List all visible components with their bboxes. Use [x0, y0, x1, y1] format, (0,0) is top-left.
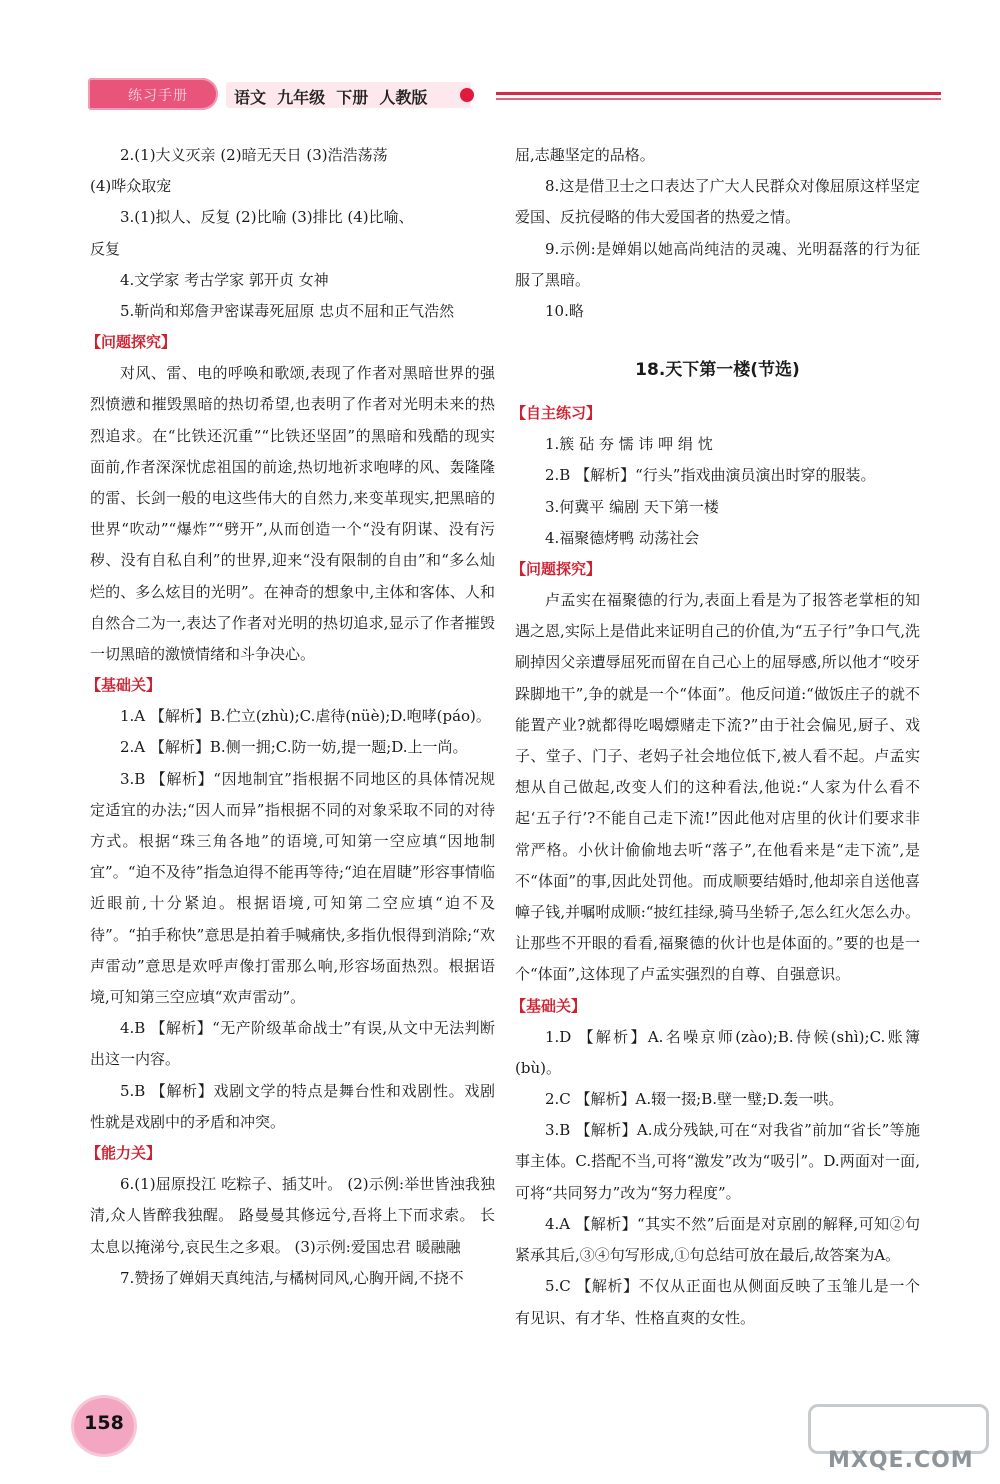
answer-line: 屈,志趣坚定的品格。: [515, 146, 655, 164]
answer-paragraph: 2.A 【解析】B.侧一拥;C.防一妨,提一题;D.上一尚。: [120, 738, 468, 757]
answer-line: 反复: [90, 239, 121, 258]
answer-paragraph: 2.C 【解析】A.辍一掇;B.壁一璧;D.轰一哄。: [545, 1090, 844, 1109]
section-tag-practice: 【自主练习】: [511, 404, 602, 423]
answer-paragraph: 3.B 【解析】A.成分残缺,可在“对我省”前加“省长”等施事主体。C.搭配不当,可将“激发”改为“吸引”。D.两面对一面,可将“共同努力”改为“努力程度”。: [515, 1121, 920, 1202]
page-header: [78, 78, 948, 114]
answer-line: 10.略: [545, 302, 584, 321]
header-tab-text: 练习手册: [128, 88, 188, 104]
section-tag-basics: 【基础关】: [86, 676, 162, 695]
header-dot-icon: [460, 88, 474, 102]
header-rule-secondary: [496, 98, 941, 100]
answer-line: 4.福聚德烤鸭 动荡社会: [545, 528, 700, 547]
answer-line: (4)哗众取宠: [90, 177, 172, 196]
answer-paragraph: 8.这是借卫士之口表达了广大人民群众对像屈原这样坚定爱国、反抗侵略的伟大爱国者的热爱之情。: [515, 177, 920, 227]
answer-paragraph: 1.D 【解析】A.名噪京师(zào);B.侍候(shì);C.账簿(bù)。: [515, 1027, 920, 1077]
answer-line: 4.文学家 考古学家 郭开贞 女神: [120, 270, 329, 289]
answer-paragraph: 对风、雷、电的呼唤和歌颂,表现了作者对黑暗世界的强烈愤懑和摧毁黑暗的热切希望,也表明了作者对光明未来的热烈追求。在“比铁还沉重”“比铁还坚固”的黑暗和残酷的现实面前,作者深深忧虑祖国的前途,热切地祈求咆哮的风、轰隆隆的雷、长剑一般的电这些伟大的自然力,来变革现实,把黑暗的世界“吹动”“爆炸”“劈开”,从而创造一个“没有阴谋、没有污秽、没有自私自利”的世界,迎来“没有限制的自由”和“多么灿烂的、多么炫目的光明”。在神奇的想象中,主体和客体、人和自然合二为一,表达了作者对光明的热切追求,显示了作者摧毁一切黑暗的激愤情绪和斗争决心。: [90, 364, 495, 664]
answer-paragraph: 5.C 【解析】不仅从正面也从侧面反映了玉雏儿是一个有见识、有才华、性格直爽的女性。: [515, 1277, 920, 1327]
lesson-title: 18.天下第一楼(节选): [635, 360, 800, 381]
right-column: [511, 140, 920, 1334]
header-tab: [88, 78, 218, 110]
answer-line: 2.(1)大义灭亲 (2)暗无天日 (3)浩浩荡荡: [120, 146, 388, 164]
section-tag-ability: 【能力关】: [86, 1144, 162, 1163]
page-number-badge: [74, 1398, 136, 1454]
answer-paragraph: 卢孟实在福聚德的行为,表面上看是为了报答老掌柜的知遇之恩,实际上是借此来证明自己的价值,为“五子行”争口气,洗刷掉因父亲遭辱屈死而留在自己心上的屈辱感,所以他才“咬牙跺脚地干”,争的就是一个“体面”。他反问道:“做饭庄子的就不能置产业?就都得吃喝嫖赌走下流?”由于社会偏见,厨子、戏子、堂子、门子、老妈子社会地位低下,被人看不起。卢孟实想从自己做起,改变人们的这种看法,他说:“人家为什么看不起‘五子行’?不能自己走下流!”因此他对店里的伙计们要求非常严格。小伙计偷偷地去听“落子”,在他看来是“走下流”,是不“体面”的事,因此处罚他。而成顺要结婚时,他却亲自送他喜幛子钱,并嘱咐成顺:“披红挂绿,骑马坐轿子,怎么红火怎么办。让那些不开眼的看看,福聚德的伙计也是体面的。”要的也是一个“体面”,这体现了卢孟实强烈的自尊、自强意识。: [515, 591, 920, 984]
answer-paragraph: 6.(1)屈原投江 吃粽子、插艾叶。 (2)示例:举世皆浊我独清,众人皆醉我独醒。 路曼曼其修远兮,吾将上下而求索。 长太息以掩涕兮,哀民生之多艰。 (3)示例:爱国忠君 暖融融: [90, 1175, 495, 1256]
watermark-text: MXQE.COM: [828, 1448, 974, 1473]
answer-paragraph: 1.A 【解析】B.伫立(zhù);C.虐待(nüè);D.咆哮(páo)。: [120, 707, 491, 726]
answer-paragraph: 9.示例:是婵娟以她高尚纯洁的灵魂、光明磊落的行为征服了黑暗。: [515, 239, 920, 289]
section-tag-basics: 【基础关】: [511, 996, 587, 1015]
answer-paragraph: 4.A 【解析】“其实不然”后面是对京剧的解释,可知②句紧承其后,③④句写形成,①句总结可放在最后,故答案为A。: [515, 1214, 920, 1265]
answer-line: 5.靳尚和郑詹尹密谋毒死屈原 忠贞不屈和正气浩然: [120, 302, 455, 321]
answer-paragraph: 4.B 【解析】“无产阶级革命战士”有误,从文中无法判断出这一内容。: [90, 1019, 495, 1069]
section-tag-inquiry: 【问题探究】: [511, 560, 602, 579]
header-rule: [496, 92, 941, 95]
answer-line: 3.何冀平 编剧 天下第一楼: [545, 497, 719, 516]
answer-line: 3.(1)拟人、反复 (2)比喻 (3)排比 (4)比喻、: [120, 208, 414, 227]
answer-paragraph: 5.B 【解析】戏剧文学的特点是舞台性和戏剧性。戏剧性就是戏剧中的矛盾和冲突。: [90, 1081, 495, 1131]
section-tag-inquiry: 【问题探究】: [86, 333, 177, 352]
answer-paragraph: 3.B 【解析】“因地制宜”指根据不同地区的具体情况规定适宜的办法;“因人而异”指根据不同的对象采取不同的对待方式。根据“珠三角各地”的语境,可知第一空应填“因地制宜”。“迫不及待”指急迫得不能再等待;“迫在眉睫”形容事情临近眼前,十分紧迫。根据语境,可知第二空应填“迫不及待”。“拍手称快”意思是拍着手喊痛快,多指仇恨得到消除;“欢声雷动”意思是欢呼声像打雷那么响,形容场面热烈。根据语境,可知第三空应填“欢声雷动”。: [90, 769, 495, 1007]
header-subject: 语文 九年级 下册 人教版: [234, 88, 428, 107]
watermark: [808, 1404, 988, 1474]
answer-line: 2.B 【解析】“行头”指戏曲演员演出时穿的服装。: [545, 466, 876, 485]
watermark-logo-icon: [808, 1404, 989, 1454]
answer-line: 1.簇 砧 夯 懦 讳 呷 绢 忱: [545, 435, 713, 454]
page-number: 158: [84, 1412, 124, 1434]
left-column: [86, 140, 495, 1294]
answer-paragraph: 7.赞扬了婵娟天真纯洁,与橘树同风,心胸开阔,不挠不: [120, 1268, 464, 1287]
